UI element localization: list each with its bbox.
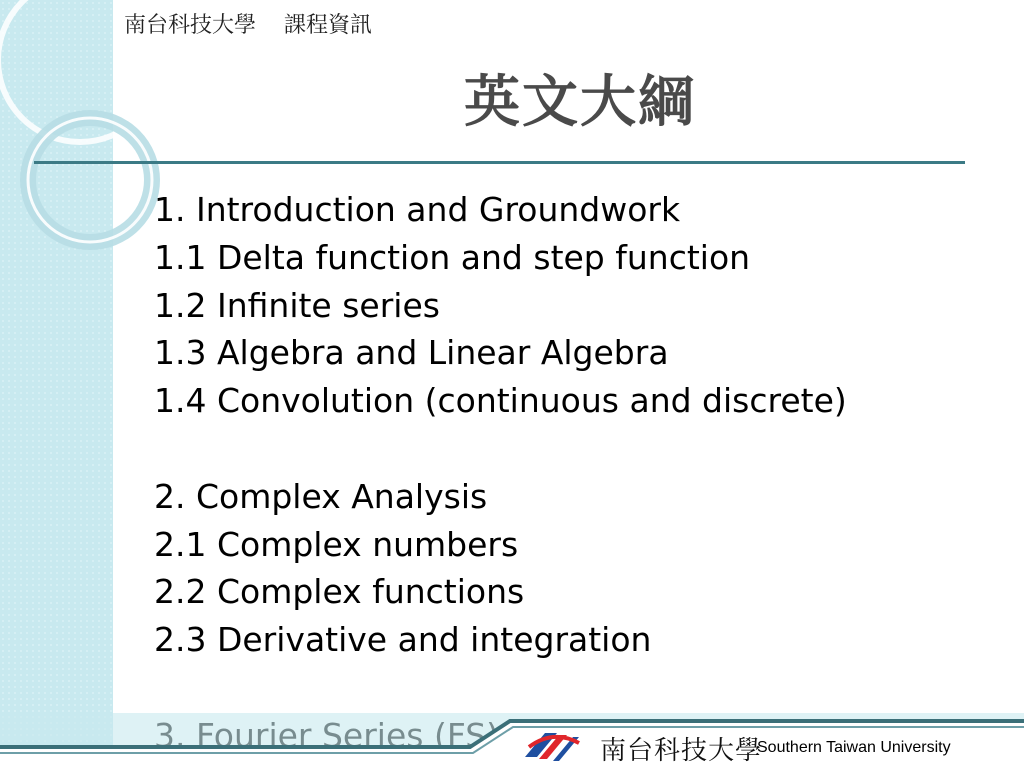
outline-item: 2.1 Complex numbers bbox=[154, 524, 519, 564]
outline-item: 1.4 Convolution (continuous and discrete) bbox=[154, 381, 847, 421]
outline-spacer bbox=[154, 425, 994, 473]
outline-item: 2.3 Derivative and integration bbox=[154, 620, 652, 660]
outline-item: 2. Complex Analysis bbox=[154, 476, 488, 516]
title-divider bbox=[34, 161, 965, 164]
outline-spacer bbox=[154, 664, 994, 712]
logo-english-name: Southern Taiwan University bbox=[757, 739, 951, 756]
slide-title: 英文大綱 bbox=[464, 70, 696, 135]
header-school: 南台科技大學 bbox=[124, 13, 257, 38]
outline-item: 1. Introduction and Groundwork bbox=[154, 190, 681, 229]
outline-item: 1.1 Delta function and step function bbox=[154, 237, 751, 277]
outline-list bbox=[154, 186, 994, 768]
header bbox=[124, 8, 400, 39]
header-section: 課程資訊 bbox=[284, 13, 373, 38]
outline-item: 1.2 Infinite series bbox=[154, 285, 440, 325]
logo-school-name: 南台科技大學 bbox=[600, 736, 763, 766]
outline-item: 1.3 Algebra and Linear Algebra bbox=[154, 333, 669, 373]
outline-item: 2.2 Complex functions bbox=[154, 572, 525, 612]
university-logo-icon bbox=[523, 727, 581, 765]
